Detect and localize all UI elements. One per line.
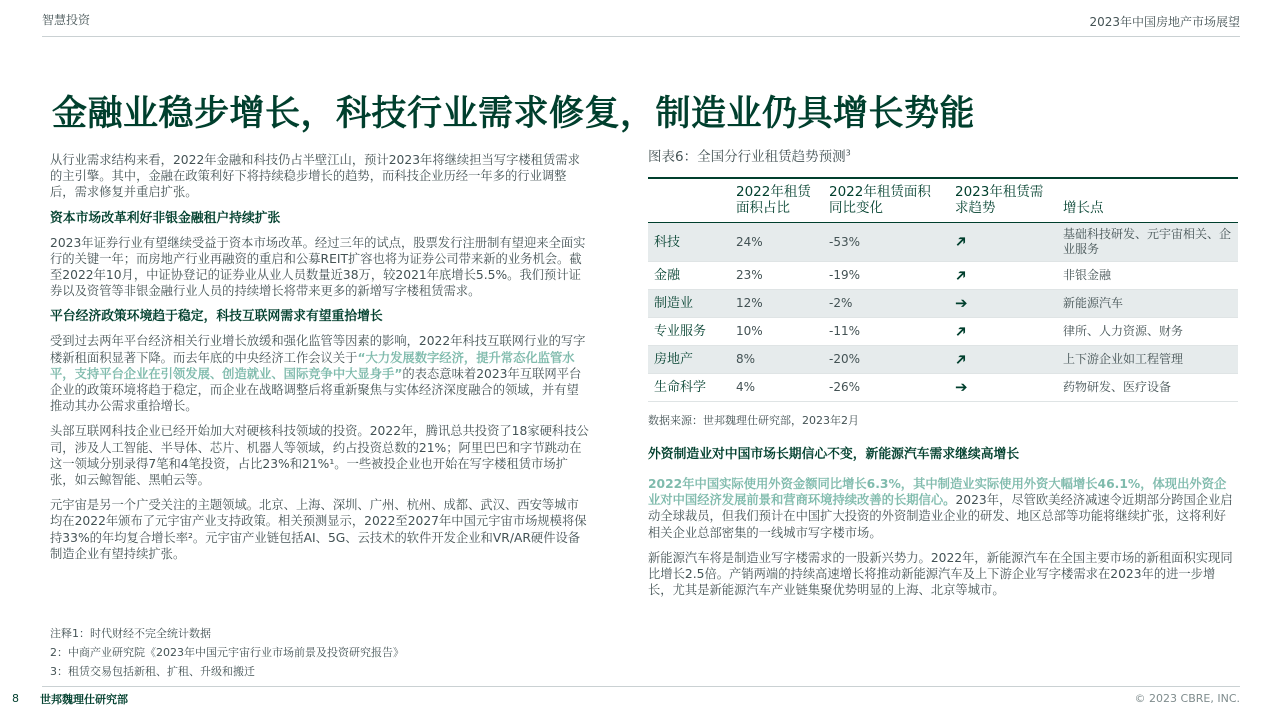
table-cell-trend <box>949 262 1057 290</box>
table-cell-growth: 基础科技研发、元宇宙相关、企业服务 <box>1057 223 1238 262</box>
table-cell-sector: 生命科学 <box>654 380 707 395</box>
platform-economy-paragraph <box>50 333 590 414</box>
table-cell-growth: 药物研发、医疗设备 <box>1063 380 1172 394</box>
table-header-trend: 2023年租赁需求趋势 <box>949 178 1057 223</box>
table-cell-yoy: -20% <box>823 346 949 374</box>
page-title: 金融业稳步增长，科技行业需求修复，制造业仍具增长势能 <box>52 94 976 134</box>
table-cell-share: 12% <box>730 290 823 318</box>
table-header-growth: 增长点 <box>1057 178 1238 223</box>
table-cell-yoy: -11% <box>829 324 861 338</box>
table-cell-trend <box>949 374 1057 402</box>
right-text-block <box>648 446 1238 607</box>
footnote-3: 3：租赁交易包括新租、扩租、升级和搬迁 <box>50 665 255 678</box>
section-heading-platform-economy: 平台经济政策环境趋于稳定，科技互联网需求有望重拾增长 <box>50 309 383 325</box>
table-cell-yoy: -26% <box>829 380 861 394</box>
table-cell-share: 10% <box>736 324 763 338</box>
table-cell-share: 24% <box>730 223 823 262</box>
table-cell-share: 23% <box>736 268 763 282</box>
table-cell-sector: 专业服务 <box>654 324 707 339</box>
table-cell-growth: 上下游企业如工程管理 <box>1057 346 1238 374</box>
table-cell-trend <box>949 346 1057 374</box>
intro-paragraph: 从行业需求结构来看，2022年金融和科技仍占半壁江山，预计2023年将继续担当写字楼租赁需求的主引擎。其中，金融在政策利好下将持续稳步增长的趋势，而科技企业历经一年多的行业调整后，需求修复并重启扩张。 <box>50 153 580 200</box>
footnotes <box>50 624 610 681</box>
arrow-up-right-icon: ➔ <box>950 347 972 370</box>
table-cell-trend <box>949 223 1057 262</box>
table-row <box>648 318 1238 346</box>
table-cell-sector: 制造业 <box>648 290 730 318</box>
policy-quote-highlight: “大力发展数字经济，提升常态化监管水平，支持平台企业在引领发展、创造就业、国际竞争中大显身手” <box>50 350 575 381</box>
table-header-row <box>648 178 1238 223</box>
table-header-share: 2022年租赁面积占比 <box>730 178 823 223</box>
footnote-1: 注释1：时代财经不完全统计数据 <box>50 627 211 640</box>
footer-divider <box>42 686 1240 687</box>
header-section-label: 智慧投资 <box>42 13 91 27</box>
section-heading-manufacturing: 外资制造业对中国市场长期信心不变，新能源汽车需求继续高增长 <box>648 447 1020 462</box>
platform-economy-text-a: 受到过去两年平台经济相关行业增长放缓和强化监管等因素的影响，2022年科技互联网行业的写字楼新租面积显著下降。而去年底的中央经济工作会议关于 <box>50 334 586 365</box>
platform-economy-text-b: 的表态意味着2023年互联网平台企业的政策环境将趋于稳定，而企业在战略调整后将重新聚焦与实体经济深度融合的领域，并有望推动其办公需求重拾增长。 <box>50 366 582 414</box>
arrow-right-icon: ➔ <box>955 377 968 396</box>
page-number: 8 <box>12 692 19 705</box>
table-header-yoy: 2022年租赁面积同比变化 <box>823 178 949 223</box>
table-caption <box>648 145 1238 165</box>
left-column <box>50 152 590 571</box>
footnote-2: 2：中商产业研究院《2023年中国元宇宙行业市场前景及投资研究报告》 <box>50 646 404 659</box>
table-cell-growth: 新能源汽车 <box>1057 290 1238 318</box>
table-row <box>648 374 1238 402</box>
table-row <box>648 346 1238 374</box>
right-column <box>648 145 1238 428</box>
table-cell-share: 8% <box>730 346 823 374</box>
table-caption-text: 图表6：全国分行业租赁趋势预测 <box>648 149 846 165</box>
table-row <box>648 290 1238 318</box>
table-row <box>648 262 1238 290</box>
leasing-trend-table <box>648 177 1238 402</box>
fdi-highlight: 2022年中国实际使用外资金额同比增长6.3%，其中制造业实际使用外资大幅增长46.1%，体现出外资企业对中国经济发展前景和营商环境持续改善的长期信心。 <box>648 477 1227 508</box>
header-divider <box>42 36 1240 37</box>
table-caption-footnote-ref: 3 <box>845 148 851 158</box>
table-row <box>648 223 1238 262</box>
table-cell-growth: 律所、人力资源、财务 <box>1063 324 1184 338</box>
metaverse-paragraph: 元宇宙是另一个广受关注的主题领域。北京、上海、深圳、广州、杭州、成都、武汉、西安等城市均在2022年颁布了元宇宙产业支持政策。相关预测显示，2022至2027年中国元宇宙市场规模将保持33%的年均复合增长率²。元宇宙产业链包括AI、5G、云技术的软件开发企业和VR/AR硬件设备制造企业有望持续扩张。 <box>50 498 587 561</box>
tech-investment-paragraph: 头部互联网科技企业已经开始加大对硬核科技领域的投资。2022年，腾讯总共投资了18家硬科技公司，涉及人工智能、半导体、芯片、机器人等领域，约占投资总数的21%；阿里巴巴和字节跳动在这一领域分别录得7笔和4笔投资，占比23%和21%¹。一些被投企业也开始在写字楼租赁市场扩张，如云鲸智能、黑帕云等。 <box>50 424 589 488</box>
footer-copyright: © 2023 CBRE, INC. <box>1134 692 1240 705</box>
arrow-up-right-icon: ➔ <box>950 230 972 252</box>
arrow-right-icon: ➔ <box>955 293 968 312</box>
table-cell-yoy: -19% <box>829 268 861 282</box>
capital-market-paragraph: 2023年证券行业有望继续受益于资本市场改革。经过三年的试点，股票发行注册制有望迎来全面实行的关键一年；而房地产行业再融资的重启和公募REIT扩容也将为证券公司带来新的业务机会。截至2022年10月，中证协登记的证券业从业人员数量近38万，较2021年底增长5.5%。我们预计证券以及资管等非银金融行业人员的持续增长将带来更多的新增写字楼租赁需求。 <box>50 235 586 299</box>
table-cell-yoy: -53% <box>823 223 949 262</box>
manufacturing-paragraph <box>648 476 1238 541</box>
nev-paragraph: 新能源汽车将是制造业写字楼需求的一股新兴势力。2022年，新能源汽车在全国主要市场的新租面积实现同比增长2.5倍。产销两端的持续高速增长将推动新能源汽车及上下游企业写字楼需求在2023年的进一步增长，尤其是新能源汽车产业链集聚优势明显的上海、北京等城市。 <box>648 550 1233 598</box>
table-cell-yoy: -2% <box>823 290 949 318</box>
table-source: 数据来源：世邦魏理仕研究部，2023年2月 <box>648 414 859 427</box>
table-cell-sector: 金融 <box>654 268 681 283</box>
table-cell-growth: 非银金融 <box>1063 268 1112 282</box>
arrow-up-right-icon: ➔ <box>950 263 972 286</box>
table-cell-sector: 科技 <box>648 223 730 262</box>
manufacturing-text: 2023年，尽管欧美经济减速令近期部分跨国企业启动全球裁员，但我们预计在中国扩大投资的外资制造业企业的研发、地区总部等功能将继续扩张，这将利好相关企业总部密集的一线城市写字楼市场。 <box>648 493 1233 540</box>
header-report-title: 2023年中国房地产市场展望 <box>1089 15 1240 29</box>
table-cell-trend <box>949 290 1057 318</box>
table-cell-share: 4% <box>736 380 756 394</box>
table-cell-sector: 房地产 <box>648 346 730 374</box>
arrow-up-right-icon: ➔ <box>950 319 972 342</box>
table-header-sector <box>648 178 730 223</box>
table-body <box>648 223 1238 402</box>
section-heading-capital-market: 资本市场改革利好非银金融租户持续扩张 <box>50 210 281 226</box>
table-cell-trend <box>949 318 1057 346</box>
footer-publisher: 世邦魏理仕研究部 <box>40 693 128 706</box>
